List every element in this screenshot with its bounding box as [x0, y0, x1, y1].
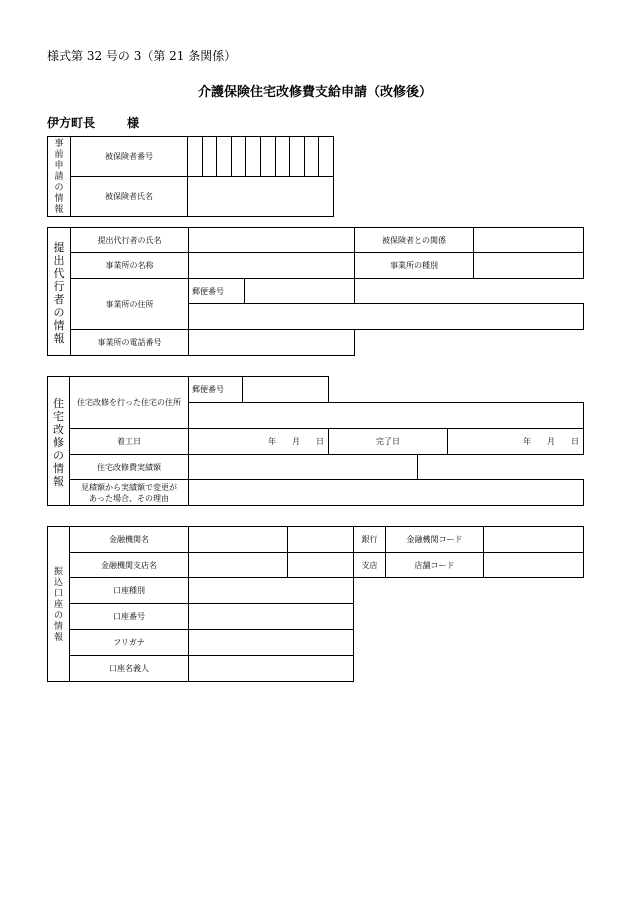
insured-number-digit-box[interactable] [202, 137, 217, 177]
relation-label: 被保険者との関係 [355, 228, 474, 253]
actual-cost-field[interactable] [189, 455, 418, 480]
furigana-field[interactable] [189, 630, 354, 656]
account-number-field[interactable] [189, 604, 354, 630]
bank-code-field[interactable] [484, 527, 584, 553]
blank-cell [355, 279, 584, 304]
insured-number-digit-box[interactable] [246, 137, 261, 177]
section-label-prior-application: 事 前 申 請 の 情 報 [48, 137, 71, 217]
relation-field[interactable] [474, 228, 584, 253]
bank-name-field[interactable] [189, 527, 288, 553]
account-holder-field[interactable] [189, 656, 354, 682]
account-type-label: 口座種別 [70, 578, 189, 604]
section-label-bank-account: 振 込 口 座 の 情 報 [48, 527, 70, 682]
blank-cell [418, 455, 584, 480]
blank-cell [355, 330, 584, 356]
office-postal-label: 郵便番号 [189, 279, 245, 304]
bank-name-label: 金融機関名 [70, 527, 189, 553]
branch-suffix: 支店 [354, 553, 386, 578]
agent-name-field[interactable] [189, 228, 355, 253]
blank-cell [329, 377, 584, 403]
account-type-field[interactable] [189, 578, 354, 604]
insured-number-label: 被保険者番号 [71, 137, 188, 177]
account-number-label: 口座番号 [70, 604, 189, 630]
start-date-label: 着工日 [70, 429, 189, 455]
branch-name-field-extra[interactable] [288, 553, 354, 578]
insured-name-field[interactable] [188, 177, 334, 217]
submitting-agent-table [47, 227, 584, 356]
change-reason-field[interactable] [189, 480, 584, 506]
form-number: 様式第 32 号の 3（第 21 条関係） [47, 49, 237, 63]
insured-number-digit-box[interactable] [275, 137, 290, 177]
blank-cell [354, 656, 584, 682]
furigana-label: フリガナ [70, 630, 189, 656]
office-type-label: 事業所の種別 [355, 253, 474, 279]
office-address-field[interactable] [189, 304, 584, 330]
branch-code-label: 店舗コード [386, 553, 484, 578]
insured-name-label: 被保険者氏名 [71, 177, 188, 217]
section-label-submitting-agent: 提 出 代 行 者 の 情 報 [48, 228, 71, 356]
insured-number-digit-box[interactable] [304, 137, 319, 177]
bank-account-table [47, 526, 584, 682]
agent-name-label: 提出代行者の氏名 [71, 228, 189, 253]
insured-number-digit-box[interactable] [260, 137, 275, 177]
bank-suffix: 銀行 [354, 527, 386, 553]
account-holder-label: 口座名義人 [70, 656, 189, 682]
renovated-address-label: 住宅改修を行った住宅の住所 [70, 377, 189, 429]
renovation-postal-label: 郵便番号 [189, 377, 243, 403]
insured-number-digit-box[interactable] [188, 137, 203, 177]
insured-number-digit-box[interactable] [231, 137, 246, 177]
addressee-name: 伊方町長 [47, 116, 96, 130]
insured-number-digit-box[interactable] [290, 137, 305, 177]
branch-name-label: 金融機関支店名 [70, 553, 189, 578]
office-phone-label: 事業所の電話番号 [71, 330, 189, 356]
office-postal-field[interactable] [245, 279, 355, 304]
addressee [47, 114, 139, 131]
bank-code-label: 金融機関コード [386, 527, 484, 553]
housing-renovation-table [47, 376, 584, 506]
bank-name-field-extra[interactable] [288, 527, 354, 553]
blank-cell [354, 604, 584, 630]
prior-application-table [47, 136, 334, 217]
office-name-field[interactable] [189, 253, 355, 279]
end-date-label: 完了日 [329, 429, 448, 455]
blank-cell [354, 630, 584, 656]
section-label-housing-renovation: 住 宅 改 修 の 情 報 [48, 377, 70, 506]
branch-name-field[interactable] [189, 553, 288, 578]
office-phone-field[interactable] [189, 330, 355, 356]
insured-number-digit-box[interactable] [319, 137, 334, 177]
blank-cell [354, 578, 584, 604]
branch-code-field[interactable] [484, 553, 584, 578]
change-reason-label: 見積額から実績額で変更が あった場合、その理由 [70, 480, 189, 506]
form-title: 介護保険住宅改修費支給申請（改修後） [197, 85, 432, 100]
insured-number-digit-box[interactable] [217, 137, 232, 177]
honorific: 様 [127, 116, 140, 130]
start-date-field[interactable]: 年 月 日 [189, 429, 329, 455]
renovated-address-field[interactable] [189, 403, 584, 429]
renovation-postal-field[interactable] [243, 377, 329, 403]
actual-cost-label: 住宅改修費実績額 [70, 455, 189, 480]
office-name-label: 事業所の名称 [71, 253, 189, 279]
office-address-label: 事業所の住所 [71, 279, 189, 330]
office-type-field[interactable] [474, 253, 584, 279]
end-date-field[interactable]: 年 月 日 [448, 429, 584, 455]
